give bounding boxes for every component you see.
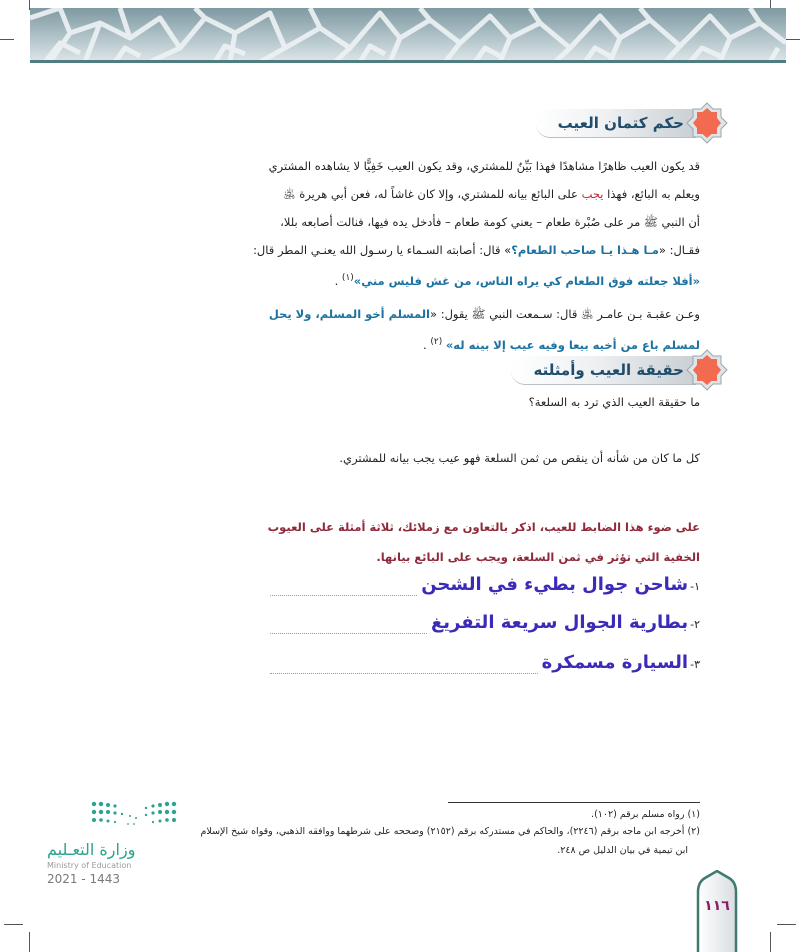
banner-underline: [30, 60, 786, 63]
geometric-pattern: [30, 8, 786, 62]
dotted-answer-line: [270, 595, 417, 596]
text-line: وعـن عقبـة بـن عامـر ﵁ قال: سـمعت النبي ﷺ يقول: «المسلم أخو المسلم، ولا يحل: [268, 307, 700, 321]
section-header-defect-definition: [511, 353, 728, 387]
page-number: ١١٦: [704, 898, 730, 914]
answer-text[interactable]: شاحن جوال بطيء في الشحن: [421, 574, 689, 595]
answer-line-1[interactable]: [270, 574, 700, 608]
dotted-answer-line: [270, 633, 427, 634]
dotted-answer-line: [270, 673, 538, 674]
text-line: «أفلا جعلته فوق الطعام كي يراه الناس، من غش فليس مني»$^{(١)}$ .: [334, 273, 700, 288]
hadith-quote: مـا هـذا يـا صاحب الطعام؟: [511, 243, 659, 257]
hadith-quote: «أفلا جعلته فوق الطعام كي يراه الناس، من غش فليس مني»: [353, 273, 700, 288]
ministry-name-arabic: وزارة التعـليم: [47, 840, 136, 859]
footnote-2-cont: ابن تيمية في بيان الدليل ص ٢٤٨.: [557, 845, 688, 856]
text-line: لمسلم باع من أخيه بيعا وفيه عيب إلا بينه له» $^{(٢)}$ .: [423, 337, 700, 352]
footnote-ref[interactable]: (٢): [430, 337, 443, 347]
crop-mark: [4, 924, 23, 925]
crop-mark: [770, 932, 771, 952]
section-header-ruling: [536, 106, 728, 140]
decorative-banner: [30, 8, 786, 62]
text-line: ويعلم به البائع، فهذا يجب على البائع بيانه للمشتري، وإلا كان غاشاً له، فعن أبي هريرة ﵁: [283, 187, 700, 201]
footnote-ref[interactable]: (١): [341, 273, 354, 283]
paragraph-2: [100, 300, 700, 359]
answer-text[interactable]: بطارية الجوال سريعة التفريغ: [431, 612, 689, 633]
text-line: قد يكون العيب ظاهرًا مشاهدًا فهذا بَيِّنٌ للمشتري، وقد يكون العيب خَفِيًّا لا يشاهده المشتري: [268, 159, 700, 173]
definition-answer: كل ما كان من شأنه أن ينقص من ثمن السلعة فهو عيب يجب بيانه للمشتري.: [339, 451, 700, 465]
highlight-must: يجب: [581, 187, 604, 201]
activity-instructions: [100, 512, 700, 572]
answer-number: ٢-: [690, 618, 700, 631]
ministry-name-english: Ministry of Education: [47, 861, 132, 870]
answer-number: ٣-: [690, 658, 700, 671]
text-line: أن النبي ﷺ مر على صُبْرة طعام – يعني كومة طعام – فأدخل يده فيها، فنالت أصابعه بللا،: [280, 215, 700, 229]
octagon-badge-icon: [686, 349, 728, 391]
footnote-1: (١) رواه مسلم برقم (١٠٢).: [591, 809, 700, 820]
paragraph-1: [100, 152, 700, 295]
crop-mark: [29, 932, 30, 952]
hadith-quote: لمسلم باع من أخيه بيعا وفيه عيب إلا بينه له»: [445, 337, 700, 352]
octagon-badge-icon: [686, 102, 728, 144]
text-line: الخفية التي تؤثر في ثمن السلعة، ويجب على البائع بيانها.: [376, 550, 700, 564]
crop-mark: [0, 39, 14, 40]
section-title: حكم كتمان العيب: [536, 109, 696, 138]
footnote-divider: [448, 802, 700, 803]
text-line: فقـال: «مـا هـذا يـا صاحب الطعام؟» قال: أصابته السـماء يا رسـول الله يعنـي المطر قال:: [253, 243, 700, 257]
answer-number: ١-: [690, 580, 700, 593]
crop-mark: [777, 924, 796, 925]
ministry-logo-icon: [90, 800, 178, 830]
section-title: حقيقة العيب وأمثلته: [511, 356, 696, 385]
question: ما حقيقة العيب الذي ترد به السلعة؟: [528, 395, 700, 409]
hadith-quote: المسلم أخو المسلم، ولا يحل: [268, 307, 430, 321]
edition-year: 2021 - 1443: [47, 872, 121, 886]
answer-text[interactable]: السيارة مسمكرة: [541, 652, 689, 673]
answer-line-2[interactable]: [270, 612, 700, 646]
answer-line-3[interactable]: [270, 652, 700, 686]
crop-mark: [785, 39, 800, 40]
footnote-2: (٢) أخرجه ابن ماجه برقم (٢٢٤٦)، والحاكم في مستدركه برقم (٢١٥٢) وصححه على شرطهما ووافقه الذهبي، وقواه شيخ الإسلام: [200, 826, 700, 837]
text-line: على ضوء هذا الضابط للعيب، اذكر بالتعاون مع زملائك، ثلاثة أمثلة على العيوب: [267, 520, 700, 534]
